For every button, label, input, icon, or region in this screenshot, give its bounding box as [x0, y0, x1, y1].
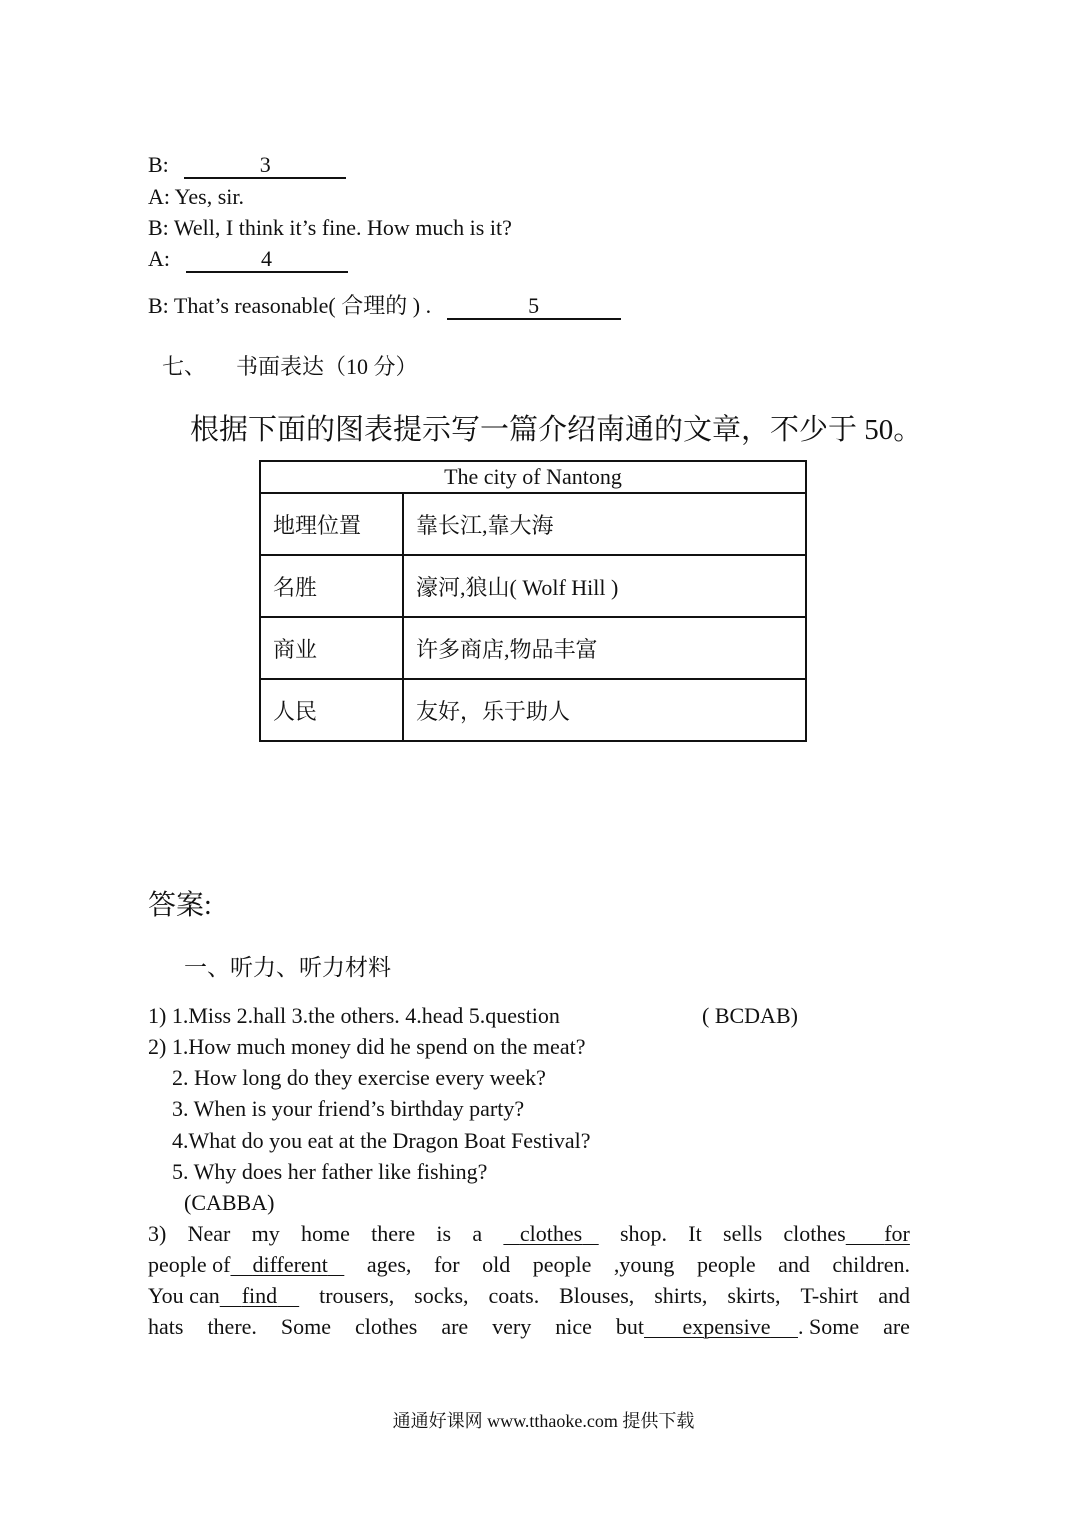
answer-blank-clothes [503, 1218, 598, 1249]
word: but [615, 1314, 644, 1339]
paragraph-line [148, 1218, 910, 1249]
word: people [696, 1252, 756, 1277]
answer-blank-different [148, 1249, 344, 1280]
answer-blank-expensive [616, 1311, 859, 1342]
word: trousers, [319, 1283, 395, 1308]
word: and [878, 1283, 910, 1308]
dialogue-line-b3 [148, 150, 346, 180]
blank-word: expensive [682, 1314, 771, 1339]
word: Some [280, 1314, 332, 1339]
word: nice [555, 1314, 592, 1339]
section-title: 书面表达（10 分） [236, 354, 418, 379]
word: You can [148, 1283, 220, 1308]
speaker: A: [148, 246, 170, 271]
row-label: 商业 [260, 617, 403, 679]
row-value: 靠长江,靠大海 [403, 493, 806, 555]
blank-word: find [241, 1283, 278, 1308]
paragraph-line [148, 1280, 910, 1311]
word: skirts, [727, 1283, 781, 1308]
word: Near [187, 1221, 231, 1246]
table-row [260, 555, 806, 617]
word: T-shirt [800, 1283, 859, 1308]
section-number: 七、 [162, 354, 207, 379]
word: my [251, 1221, 280, 1246]
word: there [371, 1221, 416, 1246]
answer-blank-find [148, 1280, 299, 1311]
word: a [472, 1221, 483, 1246]
table-row [260, 617, 806, 679]
answer-part-2-item: 5. Why does her father like fishing? [172, 1159, 488, 1184]
answer-blank-4: 4 [186, 247, 348, 273]
row-value: 许多商店,物品丰富 [403, 617, 806, 679]
answer-part-2-key: (CABBA) [184, 1190, 275, 1215]
answer-blank-5: 5 [447, 294, 621, 320]
word: clothes [355, 1314, 418, 1339]
word: is [436, 1221, 452, 1246]
word: are [441, 1314, 469, 1339]
answers-title: 答案: [148, 890, 212, 921]
word: 3) [148, 1221, 167, 1246]
word: hats [148, 1314, 184, 1339]
speaker: B: [148, 152, 169, 177]
word: home [301, 1221, 350, 1246]
answer-part-2-item: 2. How long do they exercise every week? [172, 1065, 546, 1090]
word: and [778, 1252, 810, 1277]
table-row [260, 679, 806, 741]
answer-part-3-paragraph [148, 1218, 910, 1342]
blank-word: clothes [519, 1221, 583, 1246]
answer-part-2-item: 4.What do you eat at the Dragon Boat Festival? [172, 1128, 591, 1153]
answers-section-1-title: 一、听力、听力材料 [184, 955, 391, 980]
dialogue-line: B: Well, I think it’s fine. How much is it? [148, 215, 512, 240]
dialogue-line: A: Yes, sir. [148, 184, 244, 209]
row-label: 名胜 [260, 555, 403, 617]
word: Blouses, [559, 1283, 635, 1308]
paragraph-line [148, 1311, 910, 1342]
nantong-info-table [259, 460, 807, 742]
word: ,young [613, 1252, 675, 1277]
table-title: The city of Nantong [260, 461, 806, 493]
word: very [492, 1314, 532, 1339]
row-label: 人民 [260, 679, 403, 741]
word: . Some [797, 1314, 860, 1339]
word: shop. [619, 1221, 668, 1246]
word: children. [832, 1252, 910, 1277]
word: clothes [783, 1221, 846, 1246]
word: old [482, 1252, 511, 1277]
word: are [883, 1314, 910, 1339]
page-footer: 通通好课网 www.tthaoke.com 提供下载 [392, 1411, 695, 1431]
row-value: 濠河,狼山( Wolf Hill ) [403, 555, 806, 617]
answer-blank-for [783, 1218, 909, 1249]
dialogue-text: B: That’s reasonable( 合理的 ) . [148, 293, 432, 318]
word: there. [207, 1314, 257, 1339]
word: ages, [366, 1252, 412, 1277]
answer-part-2-item: 3. When is your friend’s birthday party? [172, 1096, 525, 1121]
answer-part-1-key: ( BCDAB) [702, 1003, 798, 1028]
answer-part-2-item: 2) 1.How much money did he spend on the meat? [148, 1034, 586, 1059]
writing-instruction: 根据下面的图表提示写一篇介绍南通的文章，不少于 50。 [190, 414, 923, 446]
dialogue-line-a4 [148, 244, 348, 274]
row-label: 地理位置 [260, 493, 403, 555]
word: sells [723, 1221, 763, 1246]
table-row [260, 493, 806, 555]
blank-word: for [884, 1221, 910, 1246]
answer-blank-3: 3 [184, 153, 346, 179]
word: socks, [414, 1283, 469, 1308]
word: people of [148, 1252, 231, 1277]
answer-part-1: 1) 1.Miss 2.hall 3.the others. 4.head 5.question [148, 1003, 560, 1028]
word: It [688, 1221, 702, 1246]
word: for [433, 1252, 460, 1277]
word: coats. [488, 1283, 540, 1308]
word: people [532, 1252, 592, 1277]
row-value: 友好，乐于助人 [403, 679, 806, 741]
paragraph-line [148, 1249, 910, 1280]
blank-word: different [252, 1252, 328, 1277]
word: shirts, [654, 1283, 708, 1308]
dialogue-line-b5 [148, 291, 621, 321]
